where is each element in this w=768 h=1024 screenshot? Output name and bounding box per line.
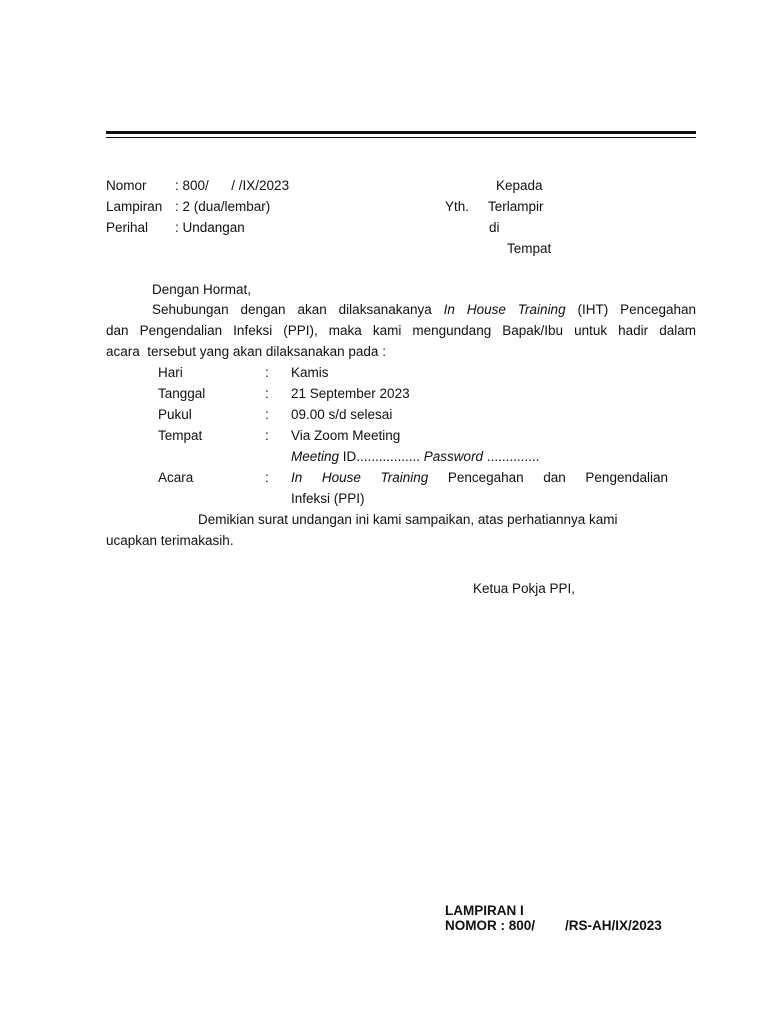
lampiran-label: Lampiran	[106, 199, 163, 214]
closing-line-1: Demikian surat undangan ini kami sampaikan, atas perhatiannya kami	[198, 512, 618, 527]
paragraph-line-2: dan Pengendalian Infeksi (PPI), maka kami mengundang Bapak/Ibu untuk hadir dalam	[106, 323, 696, 338]
recipient-terlampir: Terlampir	[488, 199, 544, 214]
letterhead-rule-thick	[106, 131, 696, 134]
nomor-label: Nomor	[106, 178, 147, 193]
closing-line-2: ucapkan terimakasih.	[106, 533, 234, 548]
acara-value-line-2: Infeksi (PPI)	[291, 491, 365, 506]
acara-italic: In House Training	[291, 470, 429, 485]
recipient-kepada: Kepada	[496, 178, 543, 193]
signature-title: Ketua Pokja PPI,	[473, 581, 576, 596]
password-rest: ..............	[483, 449, 540, 464]
meeting-italic: Meeting	[291, 449, 340, 464]
letterhead-rule-thin	[106, 137, 696, 138]
tempat-label: Tempat	[158, 428, 203, 443]
paragraph-line-1	[152, 301, 696, 319]
hari-label: Hari	[158, 365, 183, 380]
paragraph-line-3: acara tersebut yang akan dilaksanakan pada :	[106, 344, 386, 359]
tanggal-value: 21 September 2023	[291, 386, 410, 401]
tanggal-colon: :	[265, 386, 269, 401]
acara-value-line-1	[291, 469, 668, 487]
appendix-title: LAMPIRAN I	[445, 903, 524, 918]
meeting-credentials	[291, 448, 539, 466]
appendix-nomor: NOMOR : 800/ /RS-AH/IX/2023	[445, 918, 662, 933]
pukul-label: Pukul	[158, 407, 192, 422]
acara-label: Acara	[158, 470, 194, 485]
greeting: Dengan Hormat,	[152, 282, 252, 297]
p1-text-b: (IHT) Pencegahan	[565, 302, 696, 317]
tanggal-label: Tanggal	[158, 386, 206, 401]
tempat-colon: :	[265, 428, 269, 443]
recipient-yth: Yth.	[445, 199, 470, 214]
nomor-value: : 800/ / /IX/2023	[175, 178, 290, 193]
password-italic: Password	[423, 449, 484, 464]
tempat-value: Via Zoom Meeting	[291, 428, 401, 443]
acara-colon: :	[265, 470, 269, 485]
p1-italic: In House Training	[443, 302, 566, 317]
lampiran-value: : 2 (dua/lembar)	[175, 199, 271, 214]
pukul-value: 09.00 s/d selesai	[291, 407, 393, 422]
recipient-di: di	[489, 220, 500, 235]
meeting-rest: ID.................	[339, 449, 424, 464]
perihal-value: : Undangan	[175, 220, 245, 235]
pukul-colon: :	[265, 407, 269, 422]
hari-value: Kamis	[291, 365, 329, 380]
p1-text-a: Sehubungan dengan akan dilaksanakanya	[152, 302, 444, 317]
hari-colon: :	[265, 365, 269, 380]
perihal-label: Perihal	[106, 220, 149, 235]
recipient-tempat: Tempat	[507, 241, 552, 256]
acara-rest: Pencegahan dan Pengendalian	[428, 470, 668, 485]
